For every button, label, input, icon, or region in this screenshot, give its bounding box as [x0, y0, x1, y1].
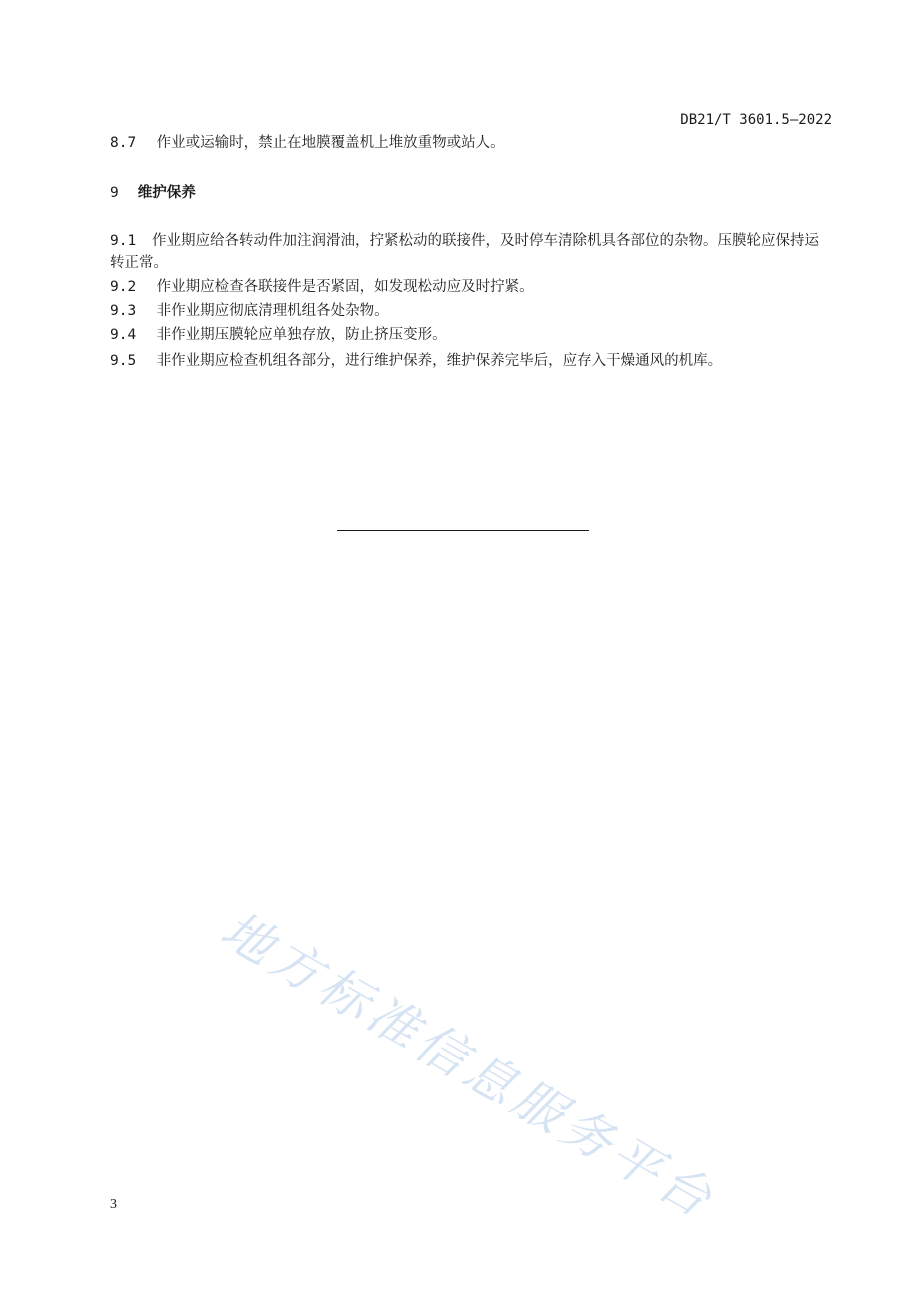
clause-number: 8.7	[110, 135, 137, 151]
watermark: 地方标准信息服务平台	[211, 900, 726, 1231]
page-number: 3	[110, 1197, 117, 1212]
section-heading	[110, 181, 196, 202]
clause-number: 9.2	[110, 279, 137, 295]
document-code: DB21/T 3601.5—2022	[680, 112, 832, 128]
clause-text: 非作业期压膜轮应单独存放，防止挤压变形。	[156, 327, 447, 343]
clause-9-5	[110, 350, 830, 372]
clause-number: 9.3	[110, 303, 137, 319]
clause-number: 9.1	[110, 233, 137, 249]
clause-text: 作业期应给各转动件加注润滑油，拧紧松动的联接件，及时停车清除机具各部位的杂物。压膜轮应保持运转正常。	[110, 233, 819, 271]
end-of-document-rule	[337, 530, 589, 531]
clause-text: 非作业期应检查机组各部分，进行维护保养，维护保养完毕后，应存入干燥通风的机库。	[156, 353, 723, 369]
clause-9-1	[110, 230, 830, 274]
clause-text: 作业期应检查各联接件是否紧固，如发现松动应及时拧紧。	[156, 279, 534, 295]
clause-text: 作业或运输时，禁止在地膜覆盖机上堆放重物或站人。	[156, 135, 505, 151]
clause-number: 9.5	[110, 353, 137, 369]
section-number: 9	[110, 185, 119, 201]
clause-9-4	[110, 324, 830, 346]
clause-9-3	[110, 300, 830, 322]
clause-number: 9.4	[110, 327, 137, 343]
clause-9-2	[110, 276, 830, 298]
clause-text: 非作业期应彻底清理机组各处杂物。	[156, 303, 389, 319]
section-title: 维护保养	[137, 185, 196, 201]
clause-8-7	[110, 132, 830, 154]
